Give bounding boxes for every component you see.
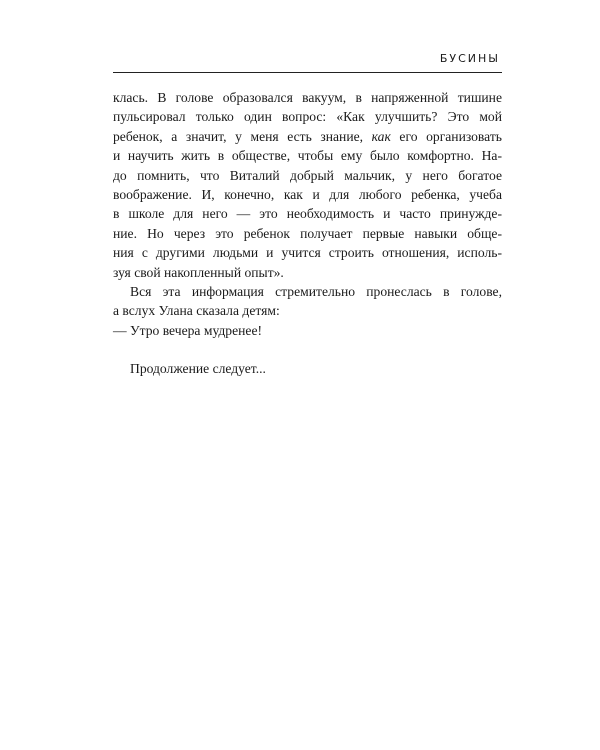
dialogue-line: — Утро вечера мудренее!: [113, 322, 263, 338]
spacer: [113, 340, 502, 359]
text-line: ние. Но через это ребенок получает первые навыки обще-: [113, 225, 502, 241]
text-line: Вся эта информация стремительно пронеслась в голове,: [130, 283, 502, 299]
text-line: ния с другими людьми и учится строить отношения, исполь-: [113, 245, 502, 261]
text-line: в школе для него — это необходимость и часто принужде-: [113, 206, 502, 222]
text-line: пульсировал только один вопрос: «Как улучшить? Это мой: [113, 109, 502, 125]
text-segment: его организовать: [390, 128, 502, 144]
emphasis: как: [371, 128, 391, 144]
text-line: зуя свой накопленный опыт».: [113, 264, 284, 280]
text-line: и научить жить в обществе, чтобы ему было комфортно. На-: [113, 148, 502, 164]
text-line: [113, 127, 502, 146]
text-line: клась. В голове образовался вакуум, в напряженной тишине: [113, 90, 502, 105]
text-line: до помнить, что Виталий добрый мальчик, у него богатое: [113, 167, 502, 183]
continuation-note: Продолжение следует...: [130, 361, 266, 377]
text-line: воображение. И, конечно, как и для любого ребенка, учеба: [113, 186, 502, 202]
body-text: [113, 88, 502, 379]
header-rule: [113, 72, 502, 73]
running-head: БУСИНЫ: [439, 52, 500, 65]
text-segment: ребенок, а значит, у меня есть знание,: [113, 128, 372, 144]
text-line: а вслух Улана сказала детям:: [113, 303, 280, 319]
